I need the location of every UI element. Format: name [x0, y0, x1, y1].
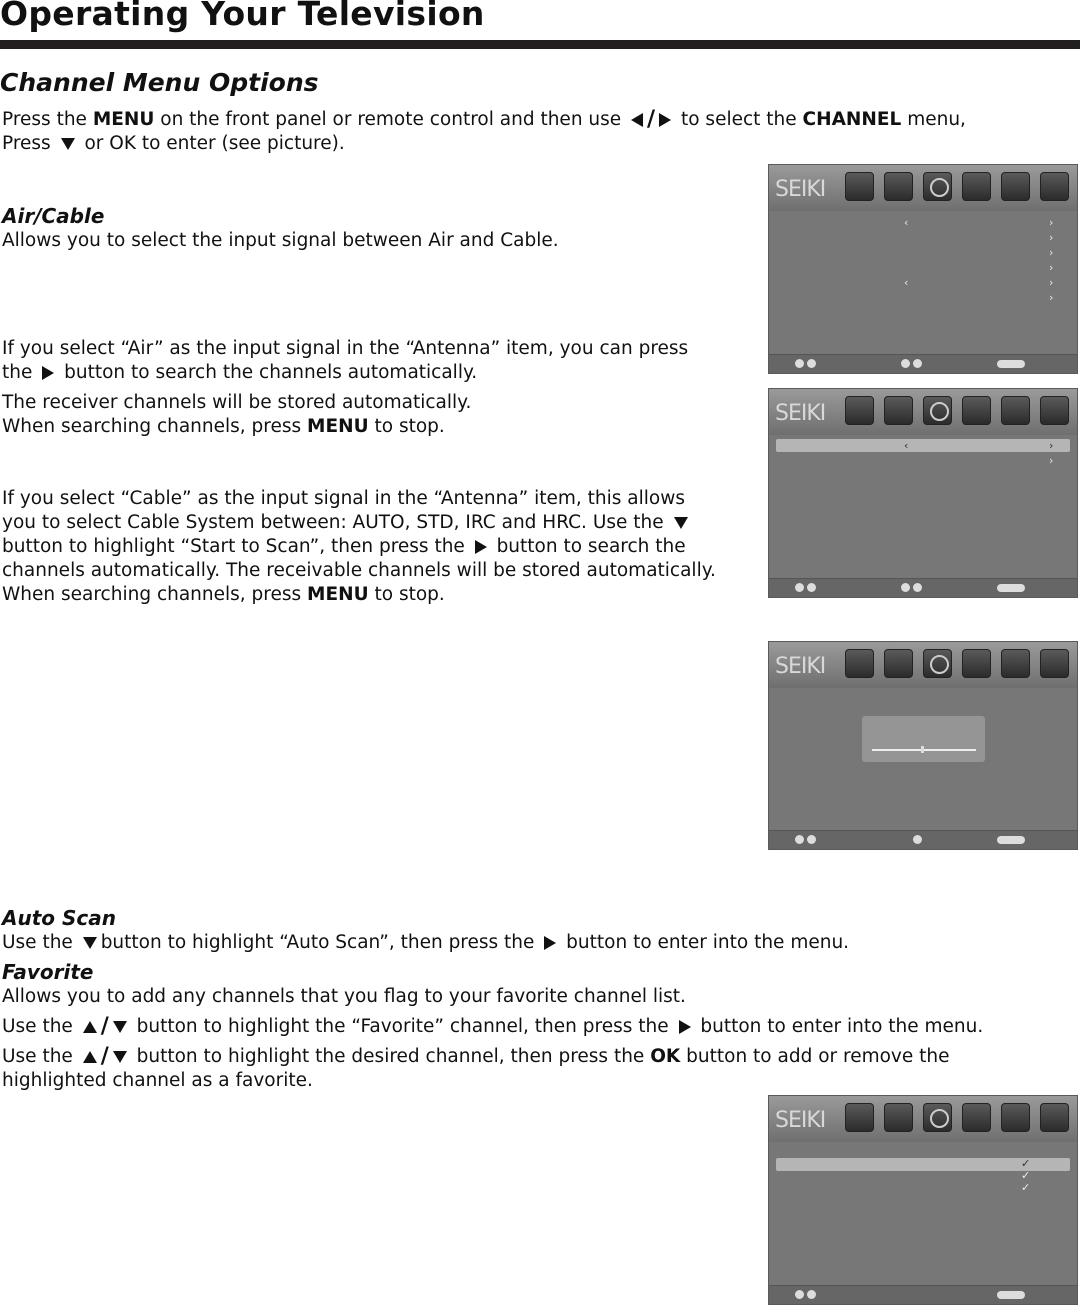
up-nav-icon [795, 359, 804, 368]
picture-icon [845, 1103, 874, 1132]
chevron-right-icon: › [1049, 291, 1054, 304]
chevron-right-icon: › [1049, 246, 1054, 259]
seiki-logo: SEIKI [775, 1108, 826, 1133]
right-arrow-icon [659, 113, 671, 127]
air-cable-desc: Allows you to select the input signal between Air and Cable. [2, 230, 559, 251]
menu-footer [769, 354, 1077, 373]
down-arrow-icon [61, 138, 75, 150]
air-stored: The receiver channels will be stored automatically. [2, 392, 472, 413]
picture-icon [845, 172, 874, 201]
right-arrow-icon [679, 1020, 691, 1034]
chevron-right-icon: › [1049, 454, 1054, 467]
up-arrow-icon [83, 1051, 97, 1063]
chevron-right-icon: › [1049, 216, 1054, 229]
up-nav-icon [795, 583, 804, 592]
down-arrow-icon [113, 1051, 127, 1063]
lock-icon [1001, 649, 1030, 678]
check-icon: ✓ [1021, 1157, 1031, 1170]
down-arrow-icon [113, 1021, 127, 1033]
menu-exit-icon [997, 584, 1025, 592]
auto-scan-heading: Auto Scan [2, 906, 116, 930]
menu-header [769, 165, 1077, 211]
channel-icon [923, 172, 952, 201]
cable-stop: When searching channels, press MENU to stop. [2, 584, 445, 605]
menu-footer [769, 1285, 1077, 1304]
chevron-right-icon: › [1049, 261, 1054, 274]
favorite-line-2: Use the / button to highlight the desired channel, then press the OK button to add or remove the [2, 1044, 950, 1069]
down-nav-icon [807, 359, 816, 368]
seiki-logo: SEIKI [775, 654, 826, 679]
menu-footer [769, 578, 1077, 597]
left-nav-icon [901, 583, 910, 592]
left-arrow-icon [631, 113, 643, 127]
favorite-desc: Allows you to add any channels that you flag to your favorite channel list. [2, 986, 686, 1007]
lock-icon [1001, 396, 1030, 425]
input-icon [1040, 1103, 1069, 1132]
sound-icon [884, 649, 913, 678]
seiki-logo: SEIKI [775, 401, 826, 426]
air-line-2: the button to search the channels automatically. [2, 362, 478, 383]
favorite-line-1: Use the / button to highlight the “Favorite” channel, then press the button to enter into the menu. [2, 1014, 984, 1039]
down-nav-icon [807, 1290, 816, 1299]
setup-icon [962, 649, 991, 678]
left-nav-icon [901, 359, 910, 368]
sound-icon [884, 1103, 913, 1132]
down-arrow-icon [674, 517, 688, 529]
sound-icon [884, 172, 913, 201]
setup-icon [962, 172, 991, 201]
title-rule [0, 40, 1080, 49]
chevron-left-icon: ‹ [904, 276, 909, 289]
right-nav-icon [913, 835, 922, 844]
check-icon: ✓ [1021, 1181, 1031, 1194]
favorite-heading: Favorite [2, 960, 94, 984]
chevron-right-icon: › [1049, 231, 1054, 244]
air-cable-heading: Air/Cable [2, 204, 105, 228]
chevron-right-icon: › [1049, 276, 1054, 289]
menu-exit-icon [997, 360, 1025, 368]
up-nav-icon [795, 835, 804, 844]
chevron-left-icon: ‹ [904, 439, 909, 452]
air-line-1: If you select “Air” as the input signal in the “Antenna” item, you can press [2, 338, 689, 359]
right-arrow-icon [42, 366, 54, 380]
section-title: Channel Menu Options [0, 68, 319, 97]
down-arrow-icon [83, 937, 97, 949]
auto-scan-line: Use the button to highlight “Auto Scan”, then press the button to enter into the menu. [2, 932, 850, 953]
cable-line-4: channels automatically. The receivable channels will be stored automatically. [2, 560, 716, 581]
right-nav-icon [913, 359, 922, 368]
channel-icon [923, 396, 952, 425]
favorite-list-screen [768, 1095, 1078, 1305]
setup-icon [962, 396, 991, 425]
input-icon [1040, 649, 1069, 678]
cable-line-3: button to highlight “Start to Scan”, then press the button to search the [2, 536, 686, 557]
input-icon [1040, 172, 1069, 201]
scan-popup [862, 716, 985, 762]
menu-header [769, 1096, 1077, 1142]
menu-header [769, 389, 1077, 435]
check-icon: ✓ [1021, 1169, 1031, 1182]
cable-system-screen [768, 388, 1078, 598]
down-nav-icon [807, 835, 816, 844]
picture-icon [845, 649, 874, 678]
seiki-logo: SEIKI [775, 177, 826, 202]
picture-icon [845, 396, 874, 425]
menu-header [769, 642, 1077, 688]
highlight-row [776, 439, 1070, 452]
chevron-left-icon: ‹ [904, 216, 909, 229]
lock-icon [1001, 1103, 1030, 1132]
channel-icon [923, 649, 952, 678]
menu-exit-icon [997, 836, 1025, 844]
intro-line-2: Press or OK to enter (see picture). [2, 133, 345, 154]
right-arrow-icon [475, 540, 487, 554]
scan-progress-bar [872, 749, 976, 751]
right-nav-icon [913, 583, 922, 592]
air-stop: When searching channels, press MENU to stop. [2, 416, 445, 437]
cable-line-1: If you select “Cable” as the input signal in the “Antenna” item, this allows [2, 488, 686, 509]
channel-icon [923, 1103, 952, 1132]
up-arrow-icon [83, 1021, 97, 1033]
scan-progress-screen [768, 641, 1078, 850]
cable-line-2: you to select Cable System between: AUTO, STD, IRC and HRC. Use the [2, 511, 692, 535]
favorite-line-3: highlighted channel as a favorite. [2, 1070, 313, 1091]
up-nav-icon [795, 1290, 804, 1299]
menu-exit-icon [997, 1291, 1025, 1299]
intro-line-1: Press the MENU on the front panel or remote control and then use / to select the CHANNEL menu, [2, 107, 966, 132]
sound-icon [884, 396, 913, 425]
page-title: Operating Your Television [0, 0, 485, 33]
channel-menu-screen [768, 164, 1078, 374]
scan-progress-marker [921, 746, 924, 753]
down-nav-icon [807, 583, 816, 592]
right-arrow-icon [544, 936, 556, 950]
setup-icon [962, 1103, 991, 1132]
lock-icon [1001, 172, 1030, 201]
input-icon [1040, 396, 1069, 425]
chevron-right-icon: › [1049, 439, 1054, 452]
menu-footer [769, 830, 1077, 849]
